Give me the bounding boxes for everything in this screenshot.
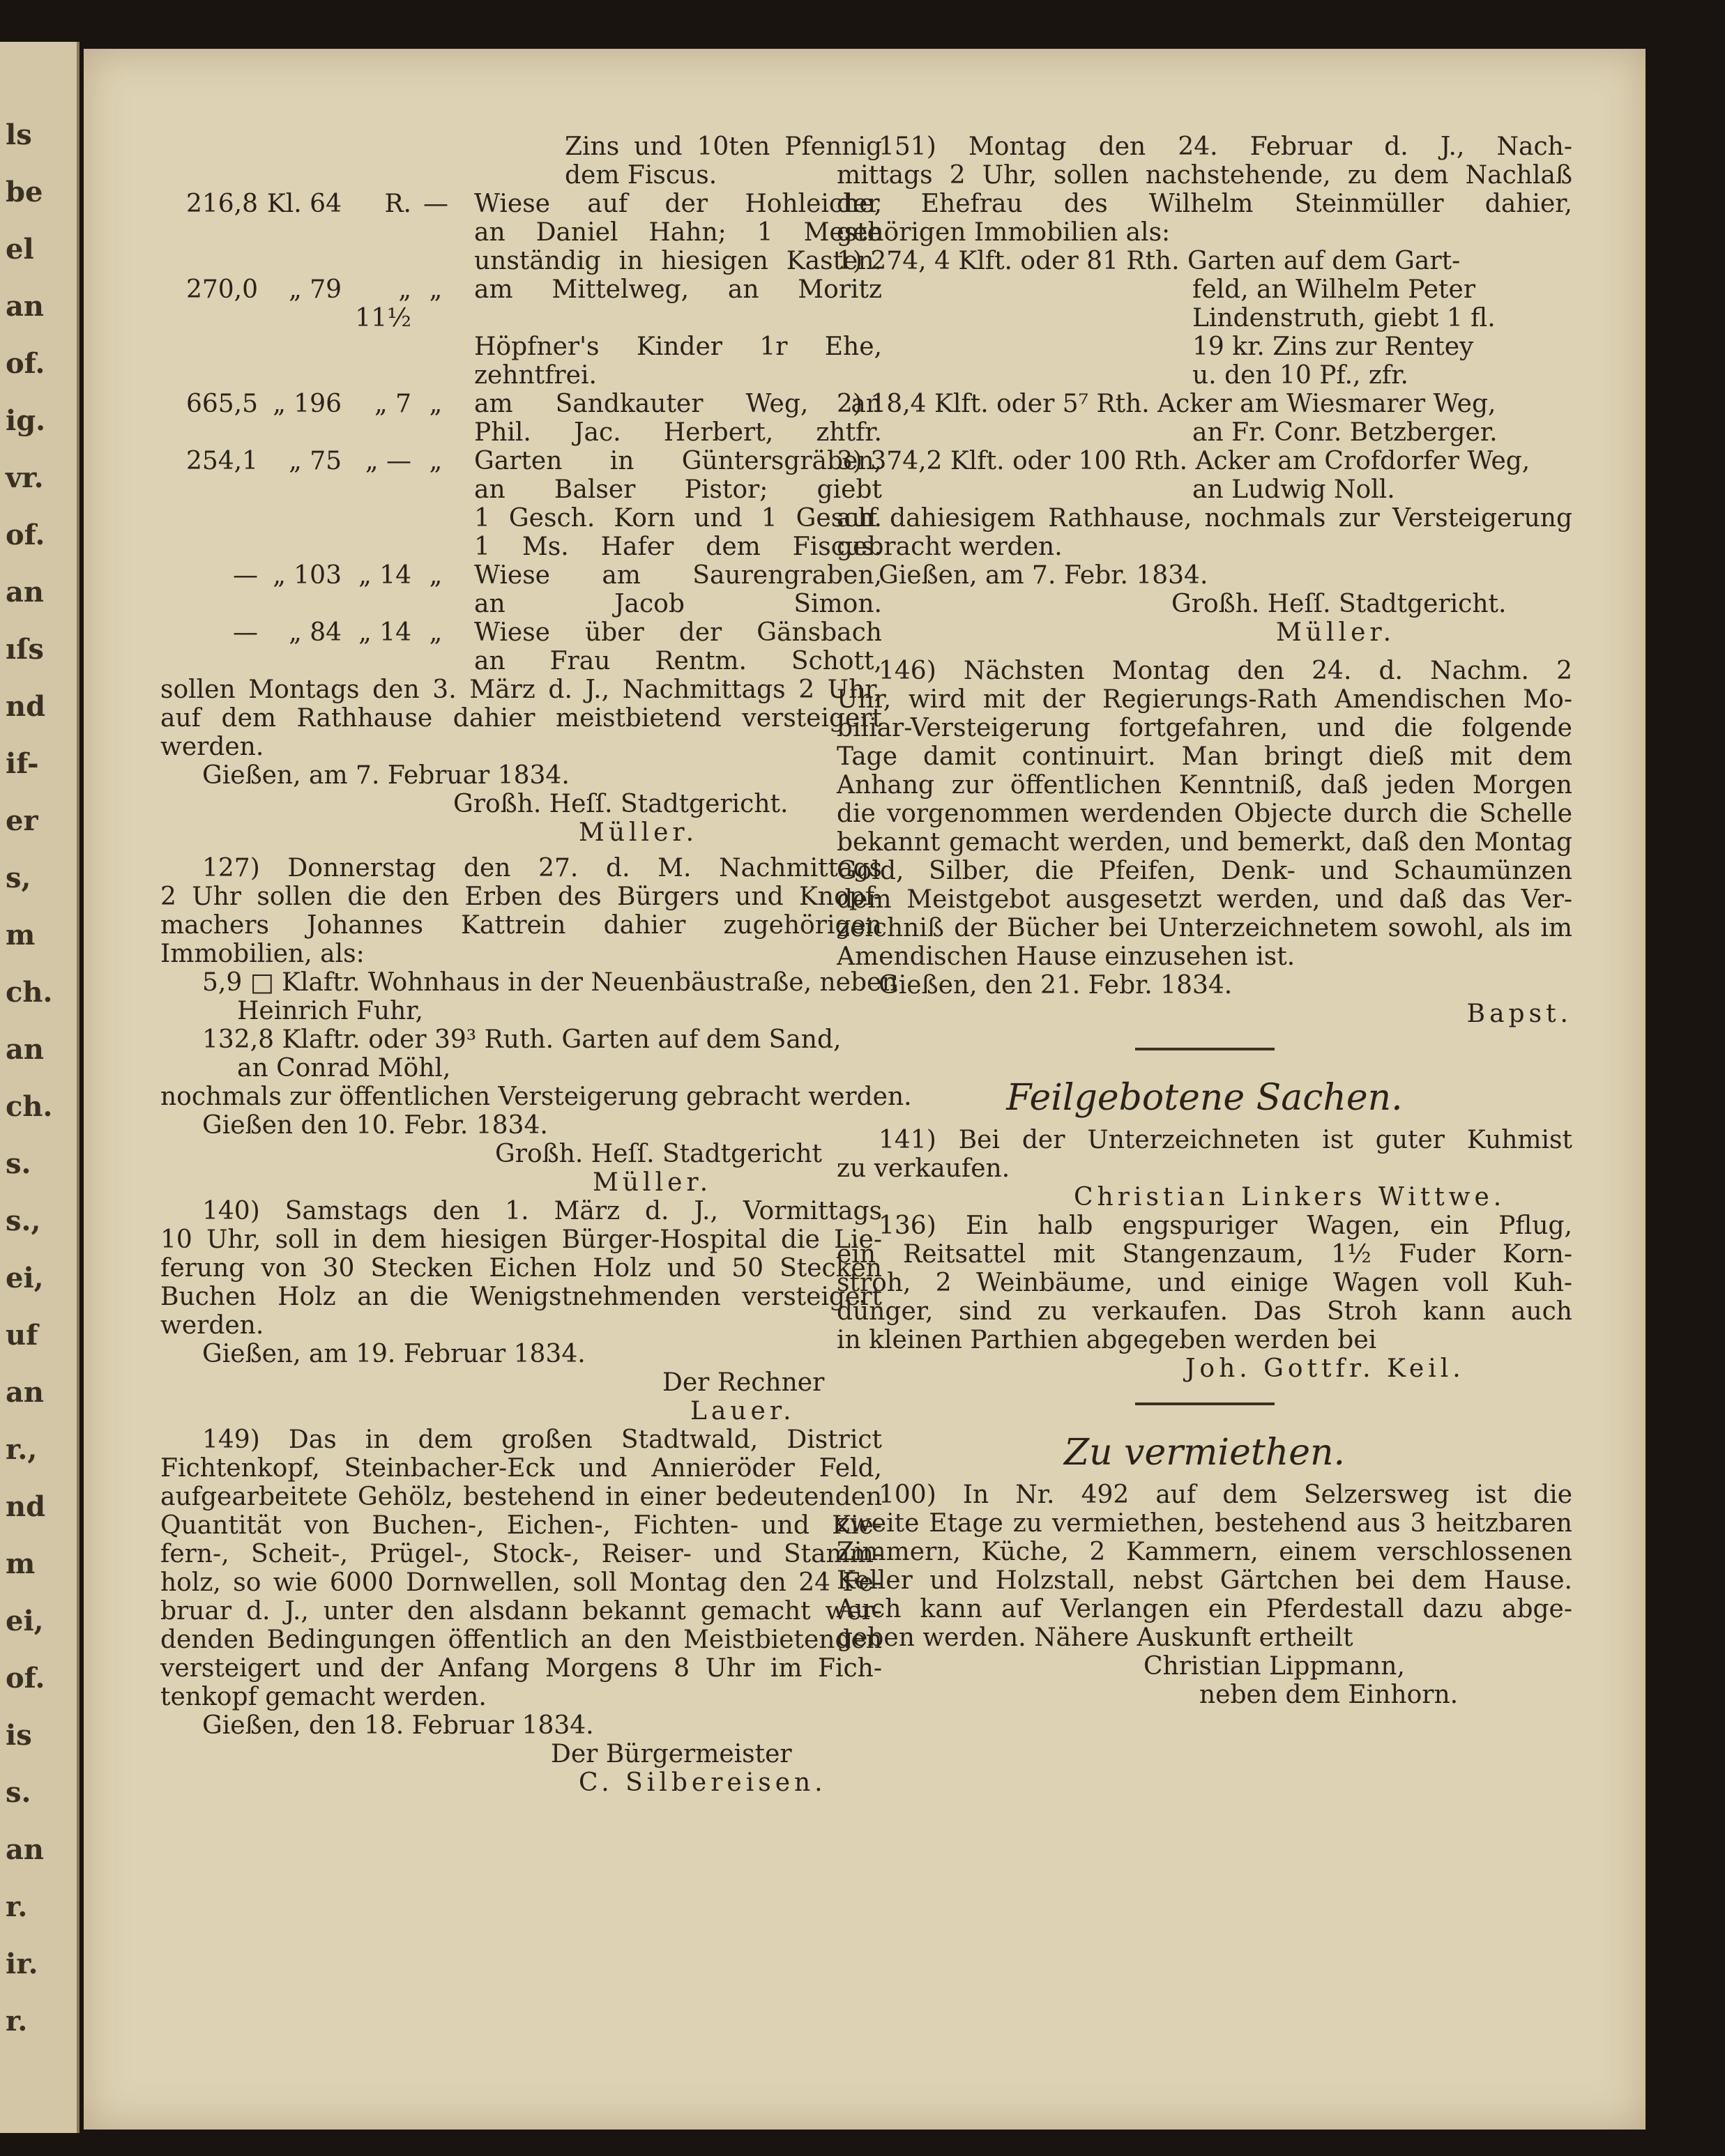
date-line: Gießen, den 18. Februar 1834. bbox=[202, 1711, 594, 1740]
signature: Der Rechner bbox=[662, 1368, 825, 1397]
entry-cell bbox=[258, 475, 342, 504]
date-line: Gießen den 10. Febr. 1834. bbox=[202, 1111, 548, 1140]
list-item: 2) 18,4 Klft. oder 5⁷ Rth. Acker am Wiesmarer Weg, bbox=[837, 390, 1496, 418]
entry-cell bbox=[160, 361, 258, 390]
section-heading: Feilgebotene Sachen. bbox=[1006, 1077, 1403, 1119]
table-row bbox=[160, 418, 882, 447]
entry-cell bbox=[160, 533, 258, 561]
edge-fragment: if- bbox=[6, 747, 39, 780]
signature: C. Silbereisen. bbox=[579, 1768, 827, 1797]
text-line: ein Reitsattel mit Stangenzaum, 1½ Fuder Korn- bbox=[837, 1240, 1572, 1269]
entry-cell bbox=[342, 504, 411, 533]
entry-cell bbox=[411, 647, 460, 675]
entry-text: zehntfrei. bbox=[474, 361, 597, 390]
entry-cell bbox=[258, 332, 342, 361]
text-line: 141) Bei der Unterzeichneten ist guter Kuhmist bbox=[879, 1126, 1572, 1154]
entry-cell bbox=[411, 418, 460, 447]
list-item: 1) 274, 4 Klft. oder 81 Rth. Garten auf dem Gart- bbox=[837, 247, 1461, 275]
entry-cell: „ 14 bbox=[358, 561, 411, 590]
entry-cell: 665,5 bbox=[185, 390, 258, 418]
entry-text: unständig in hiesigen Kasten. bbox=[474, 247, 882, 275]
entry-cell bbox=[411, 247, 460, 275]
text-line: Immobilien, als: bbox=[160, 940, 365, 968]
text-line: dem Fiscus. bbox=[565, 161, 717, 190]
entry-text: an Jacob Simon. bbox=[474, 590, 882, 618]
table-row bbox=[160, 533, 882, 561]
right-column bbox=[837, 132, 1572, 1709]
list-item: an Ludwig Noll. bbox=[1192, 475, 1395, 504]
notice-140 bbox=[160, 1197, 882, 1340]
text-line: Uhr, wird mit der Regierungs-Rath Amendischen Mo- bbox=[837, 685, 1572, 714]
list-item: feld, an Wilhelm Peter bbox=[1192, 275, 1476, 304]
text-line: in kleinen Parthien abgegeben werden bei bbox=[837, 1326, 1377, 1354]
entry-cell bbox=[342, 218, 411, 247]
section-divider bbox=[1135, 1048, 1275, 1050]
entry-cell: „ 84 bbox=[289, 618, 342, 647]
edge-fragment: s. bbox=[6, 1147, 31, 1180]
table-row bbox=[160, 361, 882, 390]
entry-cell bbox=[342, 361, 411, 390]
text-line: der Ehefrau des Wilhelm Steinmüller dahier, bbox=[837, 190, 1572, 218]
text-line: 146) Nächsten Montag den 24. d. Nachm. 2 bbox=[879, 657, 1572, 685]
signature: Christian Linkers Wittwe. bbox=[1074, 1183, 1506, 1211]
text-line: nochmals zur öffentlichen Versteigerung gebracht werden. bbox=[160, 1083, 912, 1111]
edge-fragment: r. bbox=[6, 1890, 28, 1923]
entry-cell bbox=[160, 418, 258, 447]
date-line: Gießen, den 21. Febr. 1834. bbox=[879, 971, 1233, 1000]
text-line: 127) Donnerstag den 27. d. M. Nachmittags bbox=[202, 854, 882, 882]
signature: neben dem Einhorn. bbox=[1199, 1681, 1459, 1709]
entry-cell: „ 11½ bbox=[355, 275, 411, 332]
text-line: dünger, sind zu verkaufen. Das Stroh kann auch bbox=[837, 1297, 1572, 1326]
text-line: an Conrad Möhl, bbox=[237, 1054, 451, 1083]
text-line: stroh, 2 Weinbäume, und einige Wagen voll Kuh- bbox=[837, 1269, 1572, 1297]
entry-cell bbox=[160, 332, 258, 361]
entry-cell: „ 196 bbox=[273, 390, 342, 418]
edge-fragment: s, bbox=[6, 862, 31, 894]
section-divider bbox=[1135, 1402, 1275, 1405]
entry-cell: „ 79 bbox=[289, 275, 342, 304]
text-line: biliar-Versteigerung fortgefahren, und die folgende bbox=[837, 714, 1572, 742]
entry-cell bbox=[258, 361, 342, 390]
signature: Müller. bbox=[579, 818, 699, 847]
notice-151-end bbox=[837, 504, 1572, 561]
text-line: 140) Samstags den 1. März d. J., Vormittags bbox=[202, 1197, 882, 1225]
list-item: 3) 374,2 Klft. oder 100 Rth. Acker am Crofdorfer Weg, bbox=[837, 447, 1530, 475]
text-line: versteigert und der Anfang Morgens 8 Uhr im Fich- bbox=[160, 1654, 882, 1683]
entry-cell: R. bbox=[384, 190, 411, 218]
list-item: u. den 10 Pf., zfr. bbox=[1192, 361, 1408, 390]
entry-cell: „ bbox=[429, 390, 443, 418]
text-line: Keller und Holzstall, nebst Gärtchen bei dem Hause. bbox=[837, 1566, 1572, 1595]
entry-text: am Sandkauter Weg, an bbox=[474, 390, 882, 418]
edge-fragment: er bbox=[6, 804, 38, 837]
text-line: werden. bbox=[160, 733, 264, 761]
text-line: geben werden. Nähere Auskunft ertheilt bbox=[837, 1623, 1353, 1652]
list-item: 19 kr. Zins zur Rentey bbox=[1192, 332, 1474, 361]
entry-text: an Balser Pistor; giebt bbox=[474, 475, 882, 504]
entry-text: Wiese am Saurengraben, bbox=[474, 561, 882, 590]
entry-cell: „ — bbox=[365, 447, 411, 475]
text-line: Buchen Holz an die Wenigstnehmenden versteigert bbox=[160, 1283, 882, 1311]
table-row bbox=[160, 332, 882, 361]
entry-cell bbox=[258, 418, 342, 447]
text-line: machers Johannes Kattrein dahier zugehörigen bbox=[160, 911, 882, 940]
signature: Großh. Heſſ. Stadtgericht. bbox=[1171, 590, 1507, 618]
entry-cell: „ bbox=[429, 618, 443, 647]
newspaper-page bbox=[84, 49, 1646, 2130]
text-line: 5,9 □ Klaftr. Wohnhaus in der Neuenbäustraße, neben bbox=[202, 968, 898, 997]
notice-149 bbox=[160, 1425, 882, 1711]
table-row bbox=[160, 190, 882, 218]
entry-text: Höpfner's Kinder 1r Ehe, bbox=[474, 332, 882, 361]
entry-text: Phil. Jac. Herbert, zhtfr. bbox=[474, 418, 882, 447]
edge-fragment: s., bbox=[6, 1205, 41, 1237]
entry-cell bbox=[160, 218, 258, 247]
entry-cell bbox=[411, 590, 460, 618]
table-row bbox=[160, 647, 882, 675]
text-line: Tage damit continuirt. Man bringt dieß mit dem bbox=[837, 742, 1572, 771]
signature: Christian Lippmann, bbox=[1143, 1652, 1405, 1681]
date-line: Gießen, am 19. Februar 1834. bbox=[202, 1340, 586, 1368]
entry-cell bbox=[258, 218, 342, 247]
edge-fragment: an bbox=[6, 1033, 44, 1066]
table-row bbox=[160, 218, 882, 247]
edge-fragment: m bbox=[6, 1547, 36, 1580]
text-line: zweite Etage zu vermiethen, bestehend aus 3 heitzbaren bbox=[837, 1509, 1572, 1538]
text-line: 2 Uhr sollen die den Erben des Bürgers und Knopf- bbox=[160, 882, 882, 911]
text-line: ferung von 30 Stecken Eichen Holz und 50 Stecken bbox=[160, 1254, 882, 1283]
entry-cell bbox=[342, 418, 411, 447]
edge-fragment: ig. bbox=[6, 404, 46, 437]
text-line: sollen Montags den 3. März d. J., Nachmittags 2 Uhr, bbox=[160, 675, 882, 704]
entry-text: Garten in Güntersgräben, bbox=[474, 447, 882, 475]
entry-cell bbox=[258, 590, 342, 618]
previous-page-edge bbox=[0, 42, 79, 2133]
entry-cell bbox=[411, 332, 460, 361]
entry-cell bbox=[342, 533, 411, 561]
entry-text: Wiese über der Gänsbach bbox=[474, 618, 882, 647]
edge-fragment: ls bbox=[6, 118, 32, 151]
entry-cell: „ bbox=[429, 447, 443, 475]
text-line: fern-, Scheit-, Prügel-, Stock-, Reiser- und Stamm- bbox=[160, 1540, 882, 1568]
text-line: Auch kann auf Verlangen ein Pferdestall dazu abge- bbox=[837, 1595, 1572, 1623]
text-line: die vorgenommen werdenden Objecte durch die Schelle bbox=[837, 800, 1572, 828]
edge-fragment: of. bbox=[6, 1662, 45, 1695]
entry-cell: „ 14 bbox=[358, 618, 411, 647]
entry-cell bbox=[258, 533, 342, 561]
signature: Müller. bbox=[1276, 618, 1396, 647]
edge-fragment: ei, bbox=[6, 1262, 44, 1294]
text-line: Heinrich Fuhr, bbox=[237, 997, 423, 1025]
entry-text: 1 Gesch. Korn und 1 Gesch. bbox=[474, 504, 882, 533]
text-line: 132,8 Klaftr. oder 39³ Ruth. Garten auf dem Sand, bbox=[202, 1025, 842, 1054]
notice-151 bbox=[837, 132, 1572, 247]
entry-cell bbox=[258, 504, 342, 533]
left-column bbox=[160, 132, 912, 1797]
edge-fragment: vr. bbox=[6, 461, 44, 494]
text-line: 100) In Nr. 492 auf dem Selzersweg ist die bbox=[879, 1481, 1572, 1509]
entry-cell bbox=[411, 218, 460, 247]
entry-cell: — bbox=[233, 561, 258, 590]
edge-fragment: ch. bbox=[6, 1090, 53, 1123]
edge-fragment: m bbox=[6, 919, 36, 951]
edge-fragment: nd bbox=[6, 1490, 46, 1523]
text-line: 151) Montag den 24. Februar d. J., Nach- bbox=[879, 132, 1572, 161]
property-list bbox=[160, 190, 882, 675]
list-item: Lindenstruth, giebt 1 fl. bbox=[1192, 304, 1496, 332]
text-line: Amendischen Hause einzusehen ist. bbox=[837, 942, 1295, 971]
entry-cell bbox=[160, 247, 258, 275]
entry-cell bbox=[160, 504, 258, 533]
text-line: zu verkaufen. bbox=[837, 1154, 1010, 1183]
text-line: Zimmern, Küche, 2 Kammern, einem verschlossenen bbox=[837, 1538, 1572, 1566]
text-line: gehörigen Immobilien als: bbox=[837, 218, 1171, 247]
edge-fragment: of. bbox=[6, 519, 45, 551]
notice-100 bbox=[837, 1481, 1572, 1652]
entry-cell bbox=[342, 332, 411, 361]
entry-cell: „ bbox=[429, 275, 443, 304]
list-item: an Fr. Conr. Betzberger. bbox=[1192, 418, 1498, 447]
text-line: Zins und 10ten Pfennig bbox=[565, 132, 882, 161]
entry-cell bbox=[411, 533, 460, 561]
text-line: aufgearbeitete Gehölz, bestehend in einer bedeutenden bbox=[160, 1483, 882, 1511]
entry-cell: 270,0 bbox=[185, 275, 258, 304]
entry-cell bbox=[342, 475, 411, 504]
entry-cell bbox=[342, 247, 411, 275]
signature: Lauer. bbox=[690, 1397, 796, 1425]
intro-block bbox=[160, 132, 882, 190]
entry-cell: „ 75 bbox=[289, 447, 342, 475]
entry-cell: 216,8 bbox=[185, 190, 258, 218]
text-line: Anhang zur öffentlichen Kenntniß, daß jeden Morgen bbox=[837, 771, 1572, 800]
notice-136 bbox=[837, 1211, 1572, 1354]
entry-cell bbox=[160, 647, 258, 675]
entry-cell: „ 7 bbox=[374, 390, 411, 418]
text-line: gebracht werden. bbox=[837, 533, 1063, 561]
text-line: 10 Uhr, soll in dem hiesigen Bürger-Hospital die Lie- bbox=[160, 1225, 882, 1254]
table-row bbox=[160, 590, 882, 618]
notice-146 bbox=[837, 657, 1572, 971]
edge-fragment: ıſs bbox=[6, 633, 44, 666]
text-line: auf dem Rathhause dahier meistbietend versteigert bbox=[160, 704, 882, 733]
text-line: 136) Ein halb engspuriger Wagen, ein Pflug, bbox=[879, 1211, 1572, 1240]
table-row bbox=[160, 247, 882, 275]
table-row bbox=[160, 475, 882, 504]
entry-text: am Mittelweg, an Moritz bbox=[474, 275, 882, 304]
entry-cell: — bbox=[423, 190, 448, 218]
entry-text: an Frau Rentm. Schott, bbox=[474, 647, 882, 675]
text-line: tenkopf gemacht werden. bbox=[160, 1683, 487, 1711]
edge-fragment: r. bbox=[6, 2005, 28, 2038]
edge-fragment: ir. bbox=[6, 1948, 38, 1980]
entry-text: an Daniel Hahn; 1 Meste bbox=[474, 218, 882, 247]
edge-fragment: be bbox=[6, 176, 43, 208]
edge-fragment: ch. bbox=[6, 976, 53, 1009]
edge-fragment: el bbox=[6, 233, 34, 266]
text-line: 149) Das in dem großen Stadtwald, District bbox=[202, 1425, 882, 1454]
text-line: bruar d. J., unter den alsdann bekannt gemacht wer- bbox=[160, 1597, 882, 1626]
text-line: Quantität von Buchen-, Eichen-, Fichten- und Kie- bbox=[160, 1511, 882, 1540]
edge-fragment: nd bbox=[6, 690, 46, 723]
signature: Großh. Heſſ. Stadtgericht. bbox=[453, 790, 789, 818]
text-line: auf dahiesigem Rathhause, nochmals zur Versteigerung bbox=[837, 504, 1572, 533]
text-line: dem Meistgebot ausgesetzt werden, und daß das Ver- bbox=[837, 885, 1572, 914]
date-line: Gießen, am 7. Febr. 1834. bbox=[879, 561, 1208, 590]
section-heading: Zu vermiethen. bbox=[1063, 1432, 1346, 1474]
signature: Der Bürgermeister bbox=[551, 1740, 792, 1768]
signature: Joh. Gottfr. Keil. bbox=[1185, 1354, 1465, 1383]
entry-cell: „ bbox=[429, 561, 443, 590]
property-list-151 bbox=[837, 247, 1572, 504]
entry-cell bbox=[258, 247, 342, 275]
table-row bbox=[160, 447, 882, 475]
date-line: Gießen, am 7. Februar 1834. bbox=[202, 761, 570, 790]
table-row bbox=[160, 275, 882, 332]
signature: Müller. bbox=[593, 1168, 713, 1197]
entry-cell: „ 103 bbox=[273, 561, 342, 590]
entry-cell: — bbox=[233, 618, 258, 647]
entry-text: Wiese auf der Hohleiche, bbox=[474, 190, 882, 218]
table-row bbox=[160, 561, 882, 590]
entry-cell: 254,1 bbox=[185, 447, 258, 475]
table-row bbox=[160, 504, 882, 533]
entry-cell bbox=[258, 647, 342, 675]
edge-fragment: is bbox=[6, 1719, 32, 1752]
entry-cell: Kl. 64 bbox=[266, 190, 342, 218]
entry-cell bbox=[160, 475, 258, 504]
edge-fragment: s. bbox=[6, 1776, 31, 1809]
notice-127 bbox=[160, 854, 882, 968]
notice-141 bbox=[837, 1126, 1572, 1183]
text-line: werden. bbox=[160, 1311, 264, 1340]
entry-cell bbox=[342, 647, 411, 675]
edge-fragment: an bbox=[6, 1376, 44, 1409]
edge-fragment: an bbox=[6, 1833, 44, 1866]
signature: Großh. Heſſ. Stadtgericht bbox=[495, 1140, 822, 1168]
entry-cell bbox=[342, 590, 411, 618]
text-line: denden Bedingungen öffentlich an den Meistbietenden bbox=[160, 1626, 882, 1654]
text-line: mittags 2 Uhr, sollen nachstehende, zu dem Nachlaß bbox=[837, 161, 1572, 190]
edge-fragment: of. bbox=[6, 347, 45, 380]
entry-cell bbox=[160, 590, 258, 618]
entry-cell bbox=[411, 504, 460, 533]
text-line: holz, so wie 6000 Dornwellen, soll Montag den 24 Fe- bbox=[160, 1568, 882, 1597]
edge-fragment: an bbox=[6, 576, 44, 609]
signature: Bapst. bbox=[1466, 1000, 1572, 1028]
text-line: Gold, Silber, die Pfeifen, Denk- und Schaumünzen bbox=[837, 857, 1572, 885]
text-line: bekannt gemacht werden, und bemerkt, daß den Montag bbox=[837, 828, 1572, 857]
edge-fragment: an bbox=[6, 290, 44, 323]
table-row bbox=[160, 390, 882, 418]
entry-text: 1 Ms. Hafer dem Fiscus. bbox=[474, 533, 882, 561]
entry-cell bbox=[411, 475, 460, 504]
edge-fragment: uf bbox=[6, 1319, 38, 1352]
text-line: Fichtenkopf, Steinbacher-Eck und Annieröder Feld, bbox=[160, 1454, 882, 1483]
text-line: zeichniß der Bücher bei Unterzeichnetem sowohl, als im bbox=[837, 914, 1572, 942]
table-row bbox=[160, 618, 882, 647]
entry-cell bbox=[411, 361, 460, 390]
edge-fragment: ei, bbox=[6, 1605, 44, 1637]
edge-fragment: r., bbox=[6, 1433, 38, 1466]
